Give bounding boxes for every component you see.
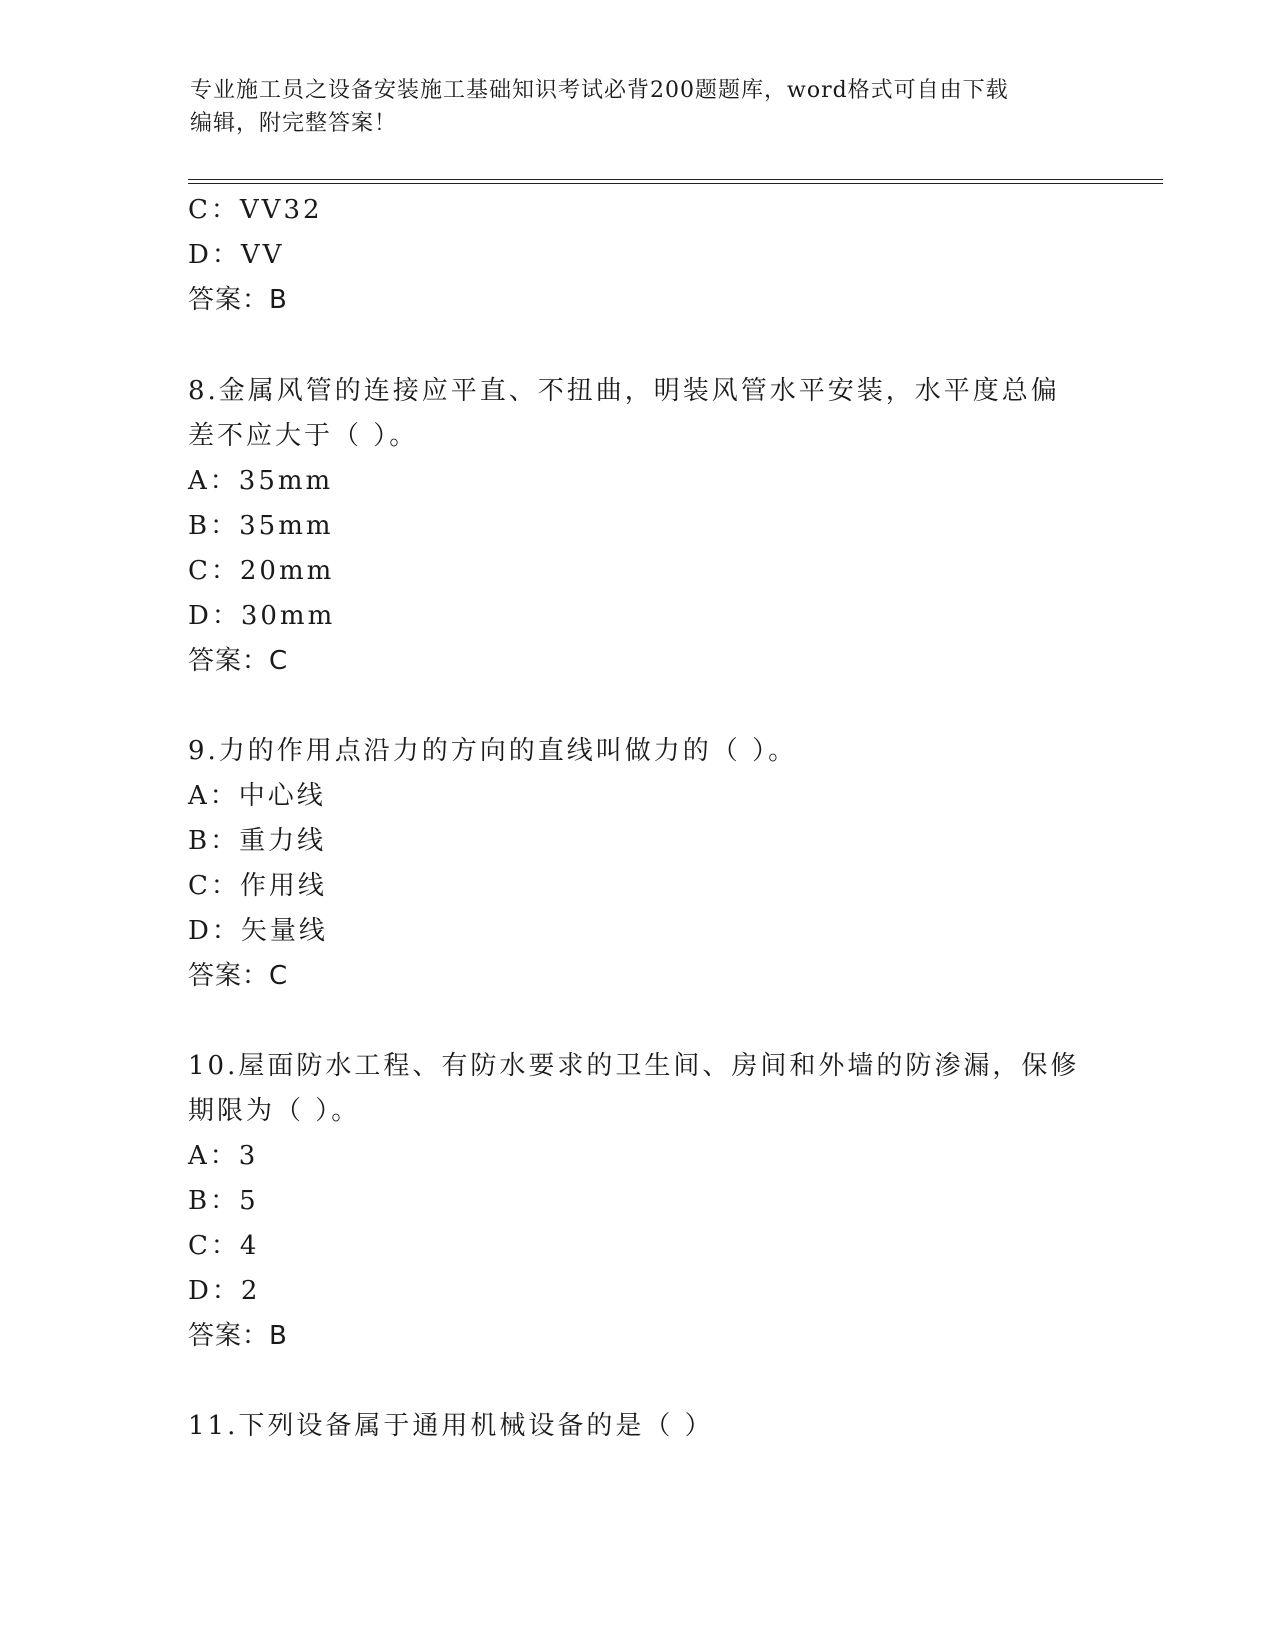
- q9-answer: 答案：C: [188, 961, 289, 991]
- q10-option-d: D：2: [188, 1276, 261, 1306]
- q8-stem-line-2: 差不应大于（ ）。: [188, 421, 419, 451]
- q9-option-b: B：重力线: [188, 826, 327, 856]
- q7-option-c: C：VV32: [188, 195, 323, 225]
- q8-stem-line-1: 8.金属风管的连接应平直、不扭曲，明装风管水平安装，水平度总偏: [188, 376, 1060, 406]
- header-title-line-1: 专业施工员之设备安装施工基础知识考试必背200题题库，word格式可自由下载: [190, 78, 1009, 103]
- q10-option-b: B：5: [188, 1186, 259, 1216]
- q10-stem-line-2: 期限为（ ）。: [188, 1096, 361, 1126]
- header-title-line-2: 编辑，附完整答案！: [190, 111, 398, 136]
- q11-stem: 11.下列设备属于通用机械设备的是（ ）: [188, 1411, 714, 1441]
- q9-option-c: C：作用线: [188, 871, 327, 901]
- q10-stem-line-1: 10.屋面防水工程、有防水要求的卫生间、房间和外墙的防渗漏，保修: [188, 1051, 1080, 1081]
- header-divider-bottom: [188, 183, 1163, 184]
- q10-option-c: C：4: [188, 1231, 260, 1261]
- q7-option-d: D：VV: [188, 240, 285, 270]
- document-header: [190, 74, 1090, 140]
- q10-answer: 答案：B: [188, 1321, 288, 1351]
- q10-option-a: A：3: [188, 1141, 259, 1171]
- q7-answer: 答案：B: [188, 285, 288, 315]
- q8-option-a: A：35mm: [188, 466, 334, 496]
- q8-option-b: B：35mm: [188, 511, 334, 541]
- q8-option-c: C：20mm: [188, 556, 335, 586]
- q9-option-d: D：矢量线: [188, 916, 328, 946]
- q8-option-d: D：30mm: [188, 601, 336, 631]
- q9-stem: 9.力的作用点沿力的方向的直线叫做力的（ ）。: [188, 736, 798, 766]
- header-divider-top: [188, 179, 1163, 180]
- q9-option-a: A：中心线: [188, 781, 326, 811]
- q8-answer: 答案：C: [188, 646, 289, 676]
